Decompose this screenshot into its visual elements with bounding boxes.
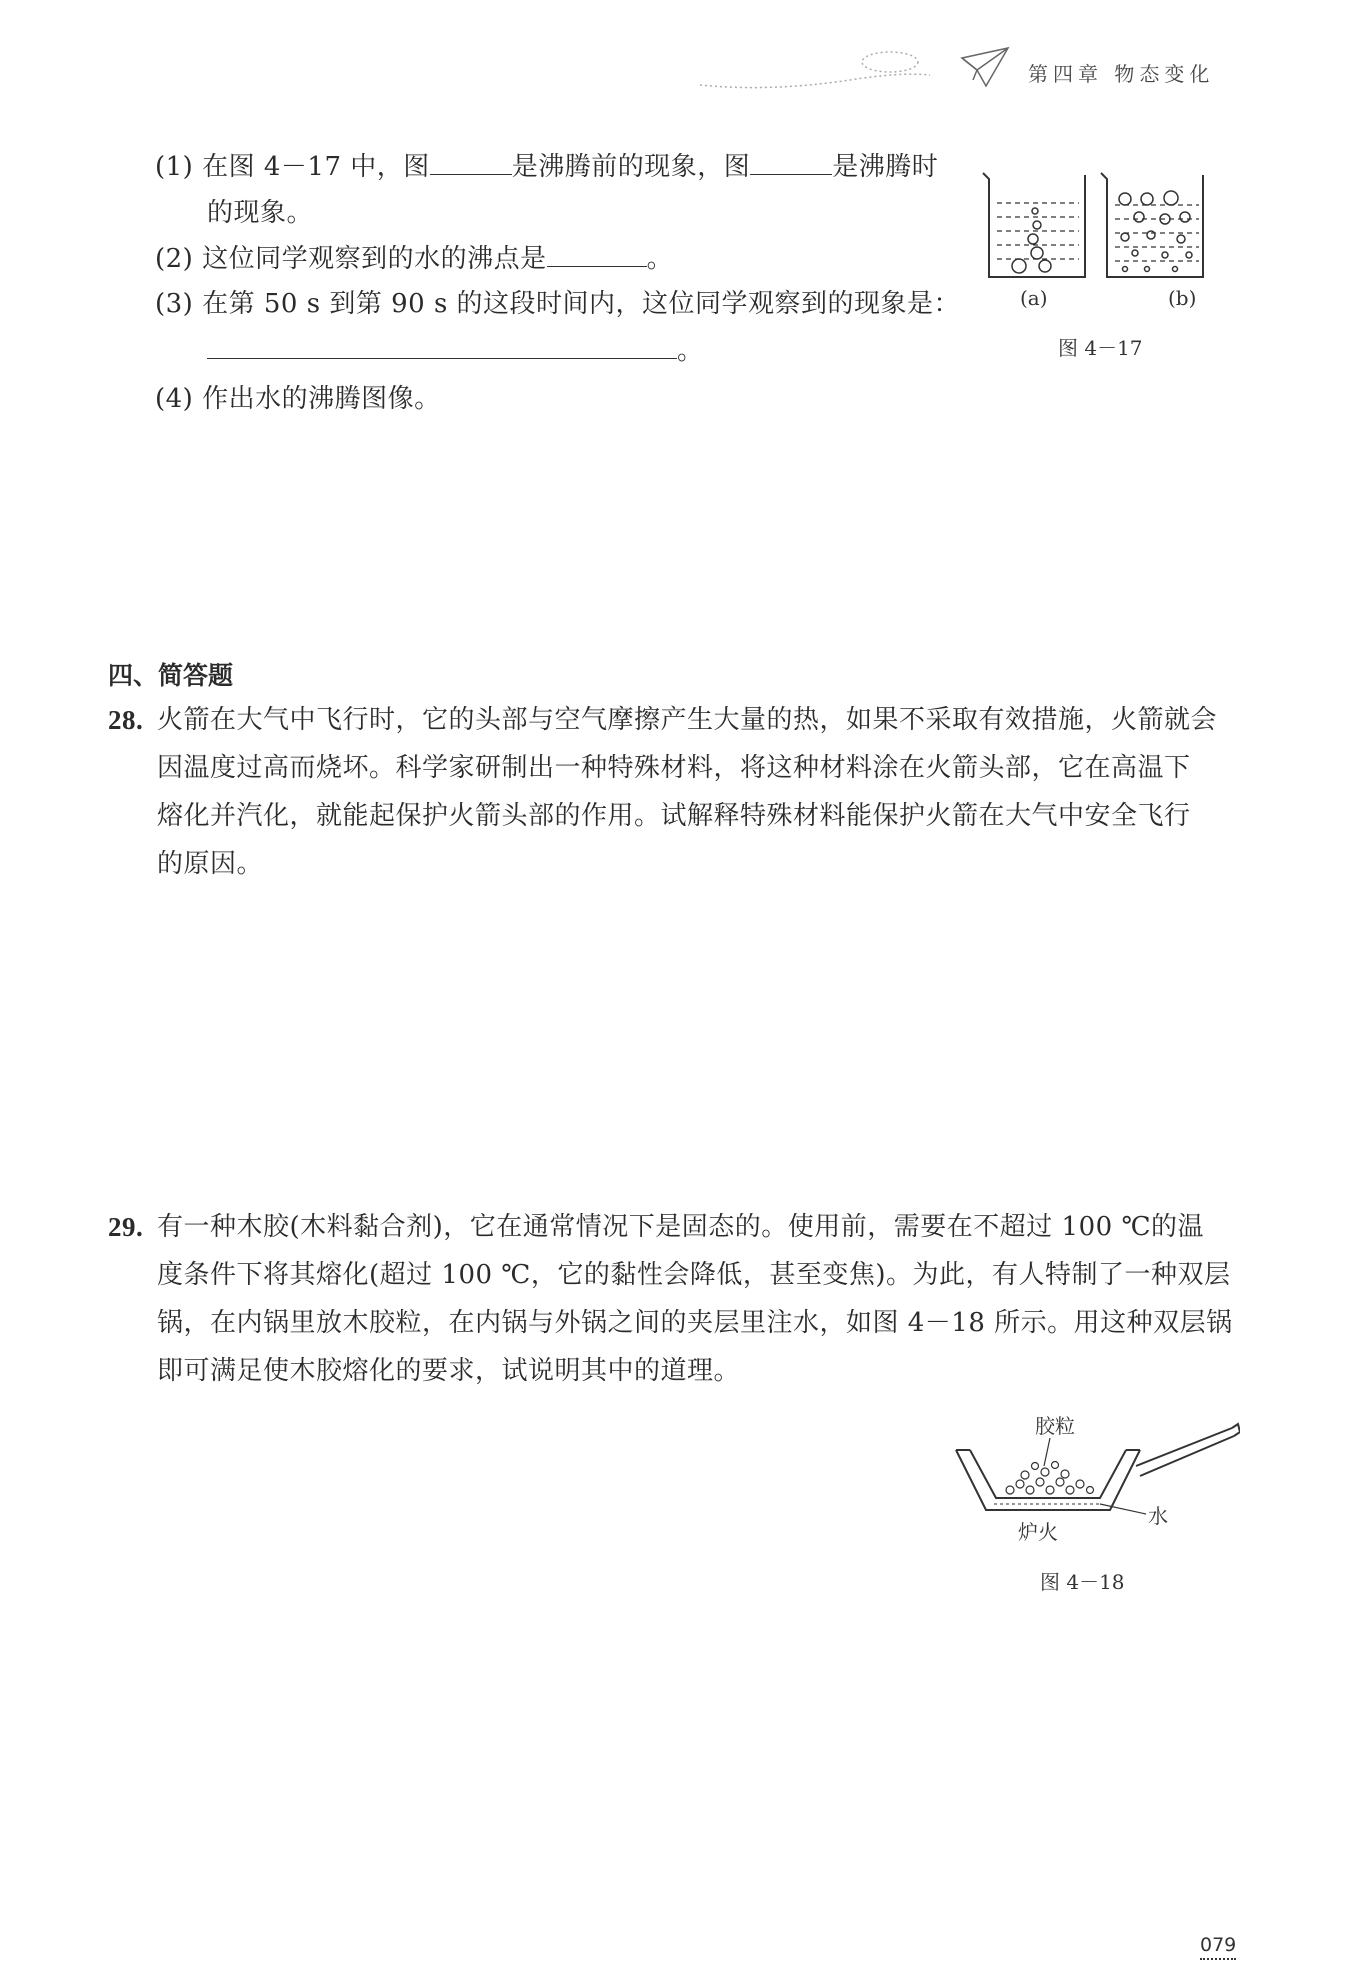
beaker-a — [983, 173, 1085, 277]
q27-p3-text: 在第 50 s 到第 90 s 的这段时间内，这位同学观察到的现象是： — [202, 289, 961, 319]
trail-loop — [862, 52, 918, 72]
outer-pot — [956, 1450, 1140, 1510]
q27-p1-num: (1) — [155, 152, 194, 182]
figure-label-b: (b) — [1168, 286, 1197, 310]
figure-4-17-caption: 图 4－17 — [1058, 336, 1143, 360]
header-decoration — [690, 40, 1020, 100]
label-glue: 胶粒 — [1035, 1414, 1075, 1438]
q27-p3-end: 。 — [677, 336, 704, 366]
chapter-title: 第四章 物态变化 — [1028, 62, 1215, 86]
dotted-trail — [700, 74, 930, 87]
glue-pointer — [1044, 1438, 1050, 1466]
q29-line-1: 有一种木胶(木料黏合剂)，它在通常情况下是固态的。使用前，需要在不超过 100 ℃的温 — [157, 1212, 1205, 1242]
q27-part3 — [155, 287, 960, 321]
q27-p2-end: 。 — [646, 244, 674, 274]
q27-p4-text: 作出水的沸腾图像。 — [202, 384, 441, 414]
figure-4-18-double-boiler — [950, 1410, 1240, 1550]
label-fire: 炉火 — [1018, 1520, 1058, 1544]
q27-p4-num: (4) — [155, 384, 194, 414]
q27-part1-line2: 的现象。 — [207, 198, 314, 228]
q28-line-1: 火箭在大气中飞行时，它的头部与空气摩擦产生大量的热，如果不采取有效措施，火箭就会 — [157, 705, 1218, 735]
q27-p1-text-a: 在图 4－17 中，图 — [202, 152, 430, 182]
q28-line-2: 因温度过高而烧坏。科学家研制出一种特殊材料，将这种材料涂在火箭头部，它在高温下 — [157, 753, 1191, 783]
answer-blank-boiling-point[interactable] — [547, 242, 647, 267]
figure-4-18-caption: 图 4－18 — [1040, 1570, 1125, 1594]
q29-line-3: 锅，在内锅里放木胶粒，在内锅与外锅之间的夹层里注水，如图 4－18 所示。用这种双层锅 — [157, 1308, 1233, 1338]
q27-p3-num: (3) — [155, 289, 194, 319]
page-number: 079 — [1200, 1934, 1236, 1960]
answer-blank-phenomenon[interactable] — [207, 334, 677, 359]
figure-label-a: (a) — [1020, 286, 1048, 310]
answer-blank-during[interactable] — [750, 150, 832, 175]
q27-p1-text-c: 是沸腾时 — [832, 152, 939, 182]
q27-part2 — [155, 242, 673, 276]
q28-number: 28. — [108, 705, 144, 735]
q27-part1-line1 — [155, 150, 938, 184]
q27-part3-answer — [207, 334, 704, 368]
q28-line-3: 熔化并汽化，就能起保护火箭头部的作用。试解释特殊材料能保护火箭在大气中安全飞行 — [157, 801, 1191, 831]
q29-number: 29. — [108, 1212, 144, 1242]
label-water: 水 — [1148, 1504, 1168, 1528]
glue-granules — [1006, 1462, 1094, 1495]
section-title: 四、简答题 — [108, 661, 234, 690]
q27-part4 — [155, 382, 441, 416]
pot-handle — [1136, 1428, 1234, 1476]
q29-line-4: 即可满足使木胶熔化的要求，试说明其中的道理。 — [157, 1356, 741, 1386]
beaker-b — [1101, 173, 1203, 277]
q28-line-4: 的原因。 — [157, 849, 264, 879]
paper-plane-icon — [962, 48, 1008, 86]
answer-blank-before[interactable] — [430, 150, 512, 175]
q29-line-2: 度条件下将其熔化(超过 100 ℃，它的黏性会降低，甚至变焦)。为此，有人特制了一种双层 — [157, 1260, 1231, 1290]
q27-p2-text: 这位同学观察到的水的沸点是 — [202, 244, 547, 274]
q27-p1-text-b: 是沸腾前的现象，图 — [511, 152, 751, 182]
q27-p2-num: (2) — [155, 244, 194, 274]
